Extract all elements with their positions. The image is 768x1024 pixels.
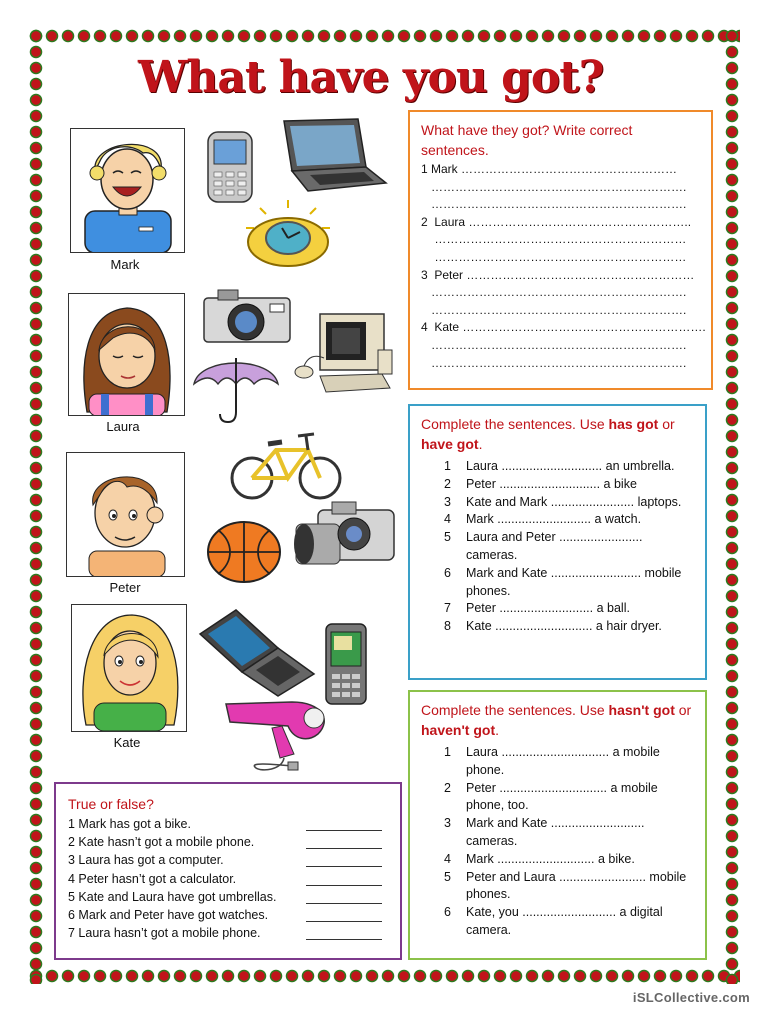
exercise2-item (444, 565, 695, 601)
exercise-hasnt-got-havent-got (408, 690, 707, 960)
exercise2-item (444, 476, 695, 494)
item-text: Mark and Kate .......................... mobile phones. (466, 565, 682, 598)
item-text: Peter ........................... a ball. (466, 601, 630, 616)
exercise2-item (444, 511, 695, 529)
exercise2-has-got: has got (608, 416, 659, 432)
exercise1-line: ……………………………………………………… (421, 249, 687, 264)
item-text: Kate and Mark ........................ laptops. (466, 494, 682, 509)
exercise2-item (444, 494, 695, 512)
exercise1-line: ………………………………………………………. (421, 337, 687, 352)
exercise4-heading: True or false? (68, 796, 154, 812)
exercise3-item (444, 780, 695, 816)
answer-blank[interactable] (306, 890, 382, 904)
exercise3-item (444, 869, 695, 905)
exercise2-heading (421, 414, 695, 454)
item-number: 5 (444, 869, 451, 884)
person-name-mark: Mark (110, 257, 140, 272)
exercise1-line: ………………………………………………………. (421, 179, 687, 194)
item-number: 4 (444, 512, 451, 527)
item-text: Peter ............................. a bike (466, 476, 637, 491)
item-text: Kate ............................ a hair dryer. (466, 619, 662, 634)
true-false-item (68, 906, 390, 924)
answer-blank[interactable] (306, 926, 382, 940)
true-false-item (68, 851, 390, 869)
digital-camera-icon (292, 500, 400, 576)
exercise3-havent-got: haven't got (421, 722, 496, 738)
exercise1-line: 2 Laura ……………………………………………….. (421, 214, 692, 229)
answer-blank[interactable] (306, 908, 382, 922)
exercise3-item (444, 815, 695, 851)
mobile-phone-icon (200, 126, 260, 206)
exercise1-lines (421, 161, 706, 372)
item-number: 1 (444, 745, 451, 759)
item-text: Kate, you ........................... a digital camera. (466, 905, 663, 937)
answer-blank[interactable] (306, 835, 382, 849)
item-number: 1 (444, 459, 451, 473)
laptop-icon (270, 117, 388, 197)
computer-icon (290, 310, 396, 396)
statement-text: 1 Mark has got a bike. (68, 817, 191, 831)
item-text: Peter and Laura ......................... mobile phones. (466, 869, 687, 902)
exercise-true-or-false (54, 782, 402, 960)
exercise1-line: ………………………………………………………. (421, 285, 687, 300)
item-number: 7 (444, 601, 451, 616)
item-number: 5 (444, 530, 451, 545)
exercise2-item (444, 529, 695, 565)
item-text: Mark ............................ a bike. (466, 851, 635, 866)
answer-blank[interactable] (306, 872, 382, 886)
exercise2-items (421, 458, 695, 636)
answer-blank[interactable] (306, 853, 382, 867)
item-text: Laura ............................... a mobile phone. (466, 745, 660, 777)
flower-border-right (724, 28, 740, 984)
exercise2-heading-end: . (478, 436, 483, 452)
person-name-kate: Kate (113, 735, 141, 750)
watch-icon (238, 198, 338, 270)
item-text: Peter ............................... a mobile phone, too. (466, 780, 658, 813)
exercise1-line: 1 Mark ……………………………………………… (421, 162, 678, 176)
exercise1-line: ………………………………………………………. (421, 355, 687, 370)
item-number: 8 (444, 619, 451, 634)
hair-dryer-icon (222, 696, 340, 776)
statement-text: 7 Laura hasn’t got a mobile phone. (68, 926, 261, 941)
watermark: iSLCollective.com (632, 990, 750, 1005)
item-number: 2 (444, 476, 451, 491)
bicycle-icon (228, 426, 344, 504)
item-number: 3 (444, 494, 451, 509)
flower-border-left (28, 28, 44, 984)
camera-icon (200, 284, 294, 346)
exercise2-heading-text: Complete the sentences. Use (421, 416, 609, 432)
exercise2-heading-or: or (658, 416, 675, 432)
item-text: Mark and Kate ........................... cameras. (466, 816, 645, 848)
statement-text: 6 Mark and Peter have got watches. (68, 908, 269, 923)
exercise4-items (68, 815, 390, 942)
worksheet-title: What have you got? (138, 52, 604, 103)
item-number: 4 (444, 851, 451, 866)
exercise3-heading-text: Complete the sentences. Use (421, 702, 609, 718)
item-number: 3 (444, 816, 451, 831)
kate-portrait (71, 604, 187, 732)
exercise-has-got-have-got (408, 404, 707, 680)
exercise1-line: 4 Kate ……………………………………………………. (421, 320, 706, 335)
laura-portrait (68, 293, 185, 416)
flower-border-bottom (28, 968, 740, 984)
statement-text: 5 Kate and Laura have got umbrellas. (68, 889, 277, 904)
statement-text: 4 Peter hasn’t got a calculator. (68, 871, 237, 886)
exercise3-item (444, 904, 695, 940)
mark-portrait (70, 128, 185, 253)
exercise-write-sentences (408, 110, 713, 390)
laptop-computer-icon (196, 608, 318, 698)
item-text: Mark ........................... a watch. (466, 512, 642, 527)
exercise3-hasnt-got: hasn't got (608, 702, 675, 718)
exercise3-heading-or: or (674, 702, 692, 718)
item-text: Laura and Peter ........................ cameras. (466, 530, 643, 562)
exercise1-line: ……………………………………………………… (421, 232, 687, 247)
true-false-item (68, 924, 390, 942)
item-number: 6 (444, 905, 451, 920)
exercise1-line: 3 Peter ………………………………………………… (421, 267, 695, 282)
exercise3-items (421, 744, 695, 940)
exercise3-item (444, 744, 695, 780)
statement-text: 2 Kate hasn’t got a mobile phone. (68, 835, 255, 850)
true-false-item (68, 815, 390, 833)
exercise2-item (444, 600, 695, 618)
true-false-item (68, 833, 390, 851)
item-number: 2 (444, 780, 451, 795)
exercise1-line: ………………………………………………………. (421, 302, 687, 317)
smartphone-icon (322, 622, 370, 706)
exercise3-heading (421, 700, 695, 740)
exercise3-item (444, 851, 695, 869)
exercise2-item (444, 618, 695, 636)
exercise2-item (444, 458, 695, 476)
true-false-item (68, 870, 390, 888)
exercise2-have-got: have got (421, 436, 479, 452)
flower-border-top (28, 28, 740, 44)
person-name-peter: Peter (109, 580, 141, 595)
exercise3-heading-end: . (495, 722, 499, 738)
exercise1-line: ………………………………………………………. (421, 197, 687, 212)
basketball-icon (204, 518, 284, 584)
person-name-laura: Laura (106, 419, 140, 434)
item-text: Laura ............................. an umbrella. (466, 459, 675, 473)
exercise1-heading: What have they got? Write correct sentences. (421, 122, 633, 158)
true-false-item (68, 888, 390, 906)
umbrella-icon (190, 350, 282, 426)
peter-portrait (66, 452, 185, 577)
answer-blank[interactable] (306, 817, 382, 831)
statement-text: 3 Laura has got a computer. (68, 853, 224, 868)
item-number: 6 (444, 565, 451, 580)
